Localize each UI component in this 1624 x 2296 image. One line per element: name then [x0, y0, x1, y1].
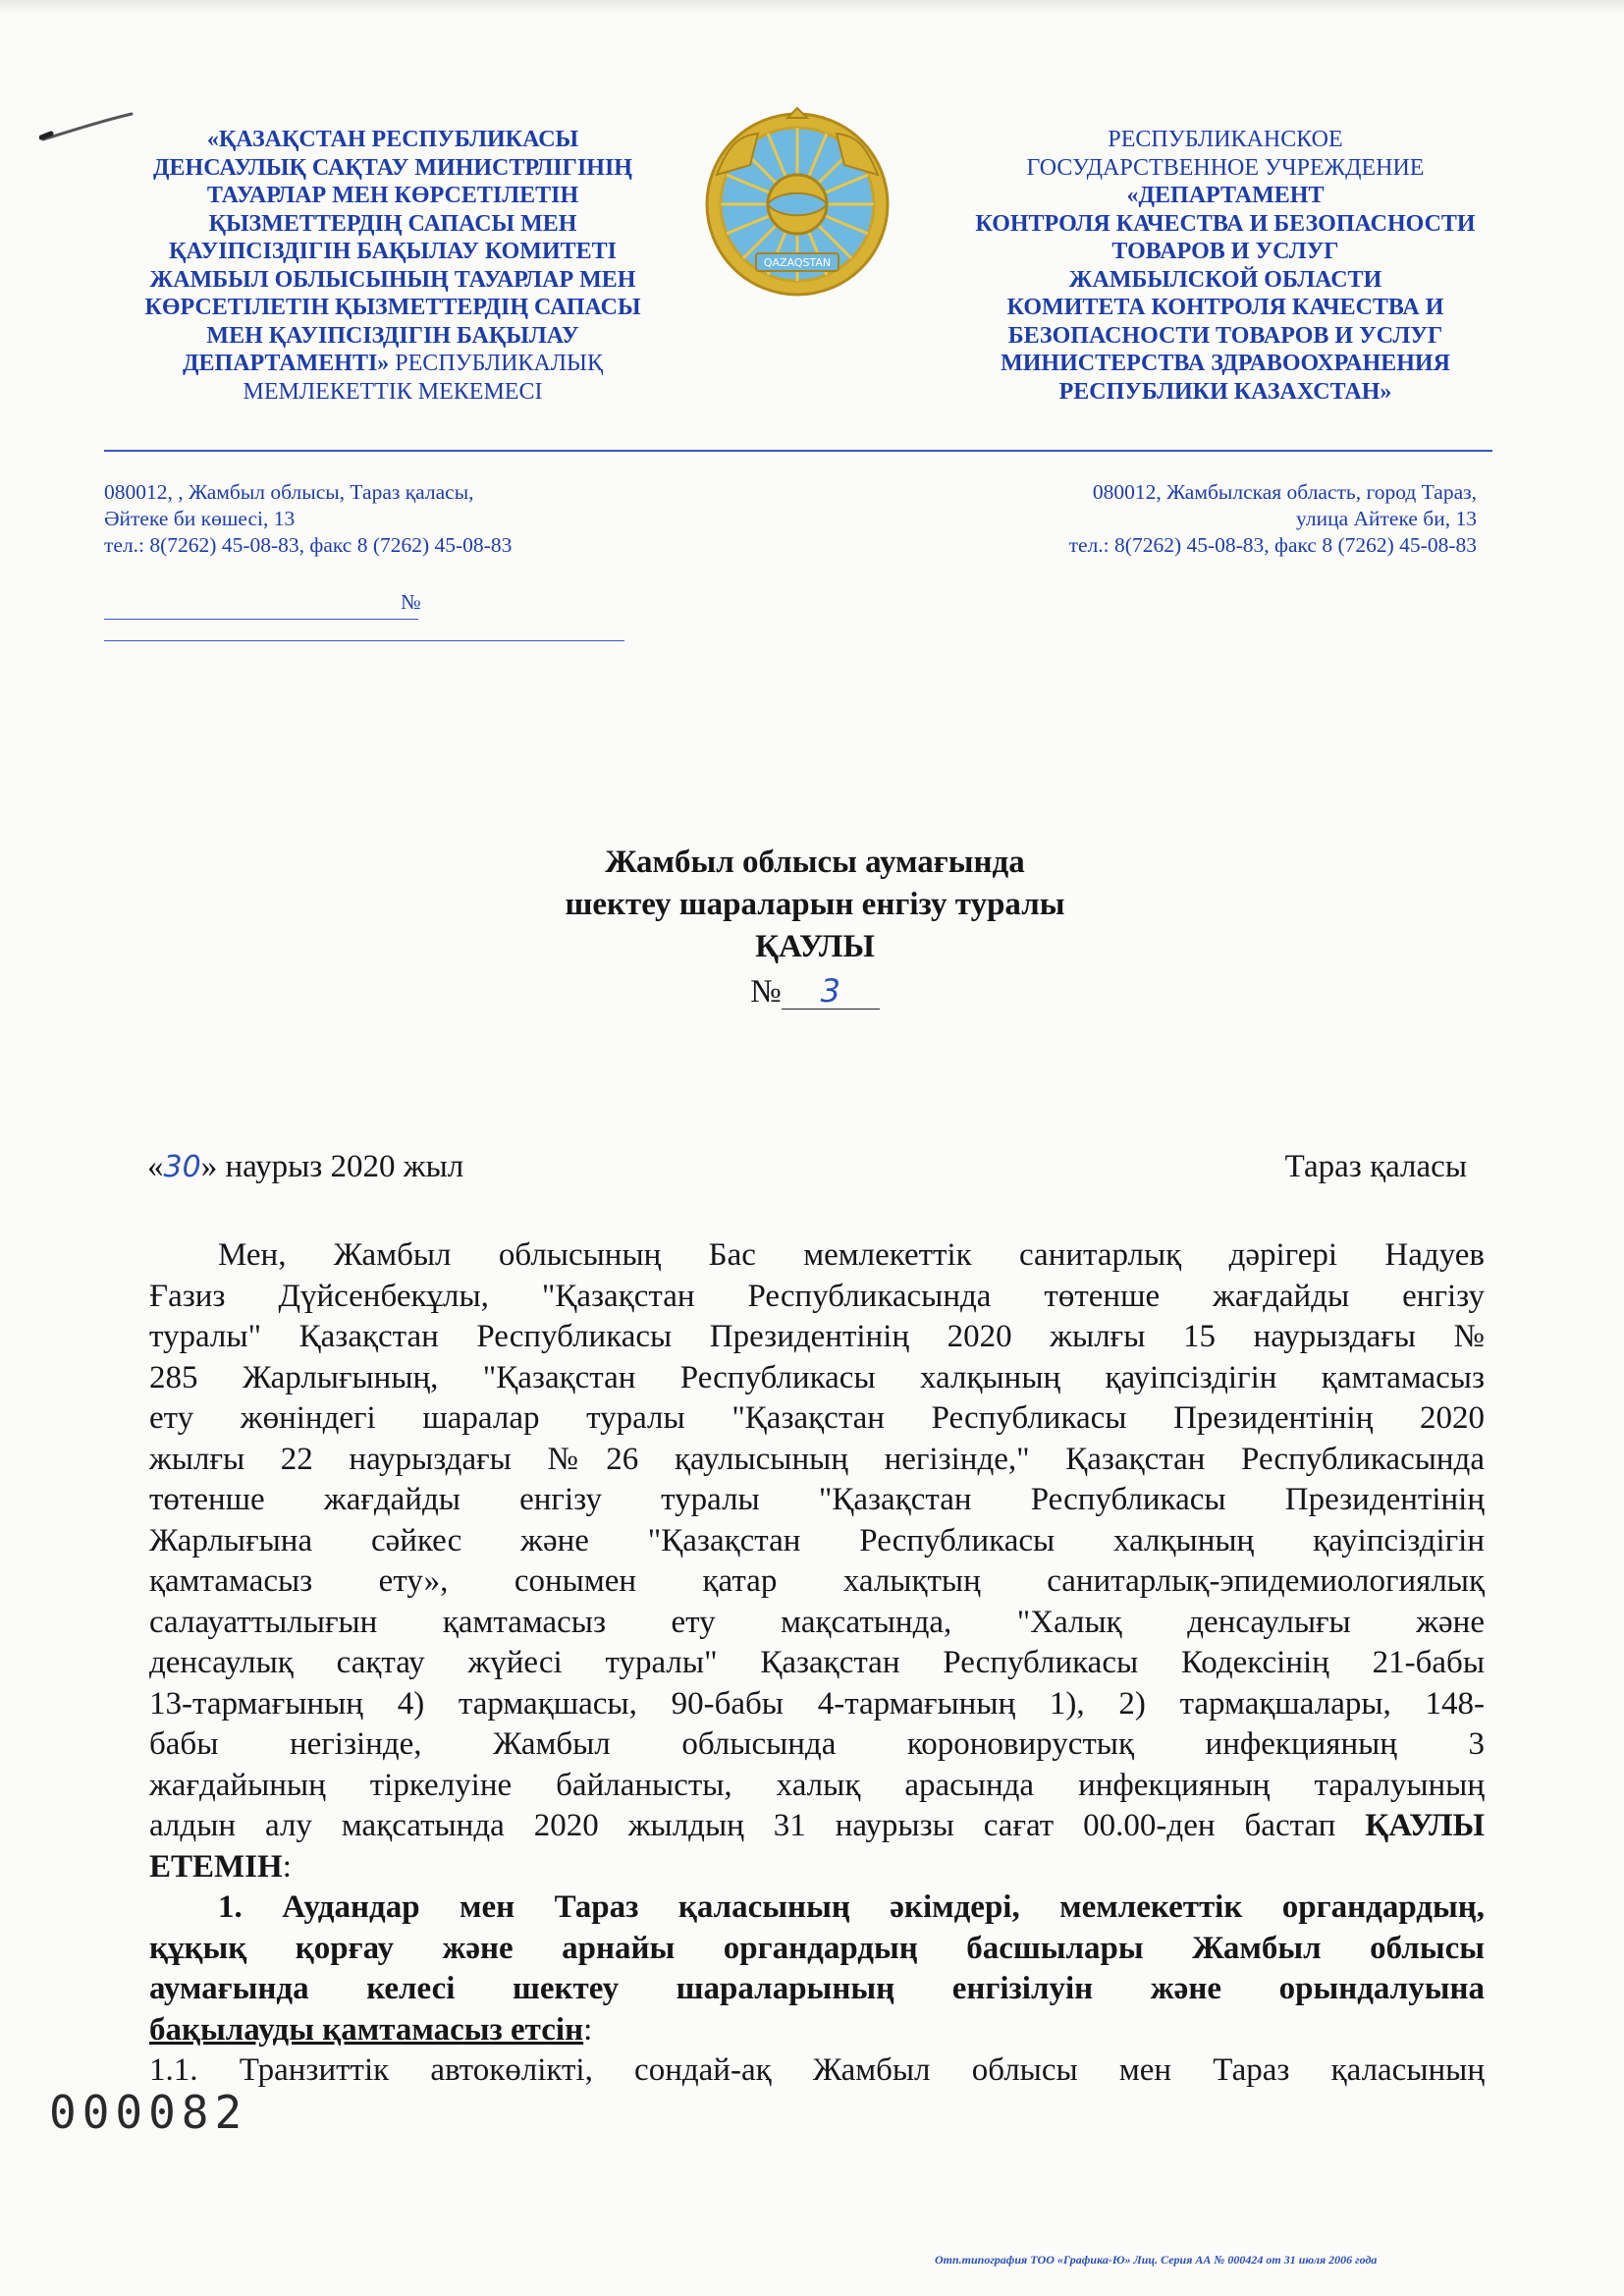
- body-line: 13-тармағының 4) тармақшасы, 90-бабы 4-тармағының 1), 2) тармақшалары, 148-: [149, 1685, 1485, 1722]
- kz-org-line: «ҚАЗАҚСТАН РЕСПУБЛИКАСЫ: [206, 127, 579, 152]
- header-divider: [104, 450, 1492, 452]
- body-line: Ғазиз Дүйсенбекұлы, "Қазақстан Республикасында төтенше жағдайды енгізу: [149, 1278, 1485, 1314]
- kz-organization-block: [118, 126, 668, 406]
- ru-address-line: улица Айтеке би, 13: [1296, 507, 1477, 530]
- ru-org-line: ГОСУДАРСТВЕННОЕ УЧРЕЖДЕНИЕ: [1026, 154, 1425, 181]
- printer-imprint: Отп.типография ТОО «Графика-Ю» Лиц. Серия АА № 000424 от 31 июля 2006 года: [935, 2253, 1378, 2267]
- decree-number: [373, 972, 1257, 1011]
- body-line: Мен, Жамбыл облысының Бас мемлекеттік санитарлық дәрігері Надуев: [218, 1237, 1485, 1273]
- ref-line: [104, 619, 418, 620]
- ru-org-line: ЖАМБЫЛСКОЙ ОБЛАСТИ: [1068, 266, 1382, 293]
- ru-address-line: 080012, Жамбылская область, город Тараз,: [1092, 480, 1477, 504]
- ref-number-label: №: [401, 590, 421, 614]
- decree-number-handwritten: 3: [782, 974, 880, 1010]
- date-line: «30» наурыз 2020 жыл: [147, 1149, 464, 1184]
- body-line: төтенше жағдайды енгізу туралы "Қазақстан Республикасы Президентінің: [149, 1482, 1485, 1517]
- ru-org-line: КОНТРОЛЯ КАЧЕСТВА И БЕЗОПАСНОСТИ: [975, 210, 1476, 237]
- body-line: салауаттылығын қамтамасыз ету мақсатында, "Халық денсаулығы және: [149, 1604, 1485, 1640]
- kz-address: [104, 479, 713, 559]
- number-symbol: №: [750, 974, 782, 1010]
- body-line: 285 Жарлығының, "Қазақстан Республикасы халқының қауіпсіздігін қамтамасыз: [149, 1359, 1485, 1395]
- kz-org-line: МЕМЛЕКЕТТІК МЕКЕМЕСІ: [243, 378, 543, 405]
- point-1-line: аумағында келесі шектеу шараларының енгізілуін және орындалуына: [149, 1971, 1485, 2006]
- body-line: туралы" Қазақстан Республикасы Президентінің 2020 жылғы 15 наурыздағы №: [149, 1319, 1485, 1354]
- emblem-text: QAZAQSTAN: [763, 256, 832, 269]
- ru-org-line: КОМИТЕТА КОНТРОЛЯ КАЧЕСТВА И: [1006, 295, 1444, 320]
- ru-org-line: МИНИСТЕРСТВА ЗДРАВООХРАНЕНИЯ: [1001, 351, 1450, 376]
- ru-address: [884, 479, 1477, 559]
- document-title-line: Жамбыл облысы аумағында: [605, 845, 1025, 880]
- body-line: денсаулық сақтау жүйесі туралы" Қазақстан Республикасы Кодексінің 21-бабы: [149, 1645, 1485, 1680]
- body-line: ету жөніндегі шаралар туралы "Қазақстан Республикасы Президентінің 2020: [149, 1400, 1485, 1436]
- kz-org-line: ҚЫЗМЕТТЕРДІҢ САПАСЫ МЕН: [208, 210, 577, 237]
- body-line: қамтамасыз ету», сонымен қатар халықтың санитарлық-эпидемиологиялық: [149, 1563, 1485, 1599]
- ru-org-line: БЕЗОПАСНОСТИ ТОВАРОВ И УСЛУГ: [1007, 322, 1443, 349]
- decree-body: [149, 1235, 1485, 2092]
- point-1-line: 1. Аудандар мен Тараз қаласының әкімдері, мемлекеттік органдардың,: [218, 1889, 1485, 1925]
- date-day-handwritten: 30: [163, 1150, 201, 1184]
- body-line: жағдайының тіркелуіне байланысты, халық арасында инфекцияның таралуының: [149, 1767, 1485, 1803]
- kz-org-line: МЕН ҚАУІПСІЗДІГІН БАҚЫЛАУ: [206, 322, 579, 349]
- kz-address-line: Әйтеке би көшесі, 13: [104, 507, 296, 530]
- ru-org-line: РЕСПУБЛИКИ КАЗАХСТАН»: [1058, 378, 1392, 405]
- point-1-1-line: 1.1. Транзиттік автокөлікті, сондай-ақ Жамбыл облысы мен Тараз қаласының: [149, 2052, 1485, 2088]
- serial-number: 000082: [49, 2086, 248, 2139]
- ru-address-line: тел.: 8(7262) 45-08-83, факс 8 (7262) 45-08-83: [1068, 533, 1477, 557]
- kz-org-line: КӨРСЕТІЛЕТІН ҚЫЗМЕТТЕРДІҢ САПАСЫ: [144, 295, 641, 320]
- body-line: жылғы 22 наурыздағы №26 қаулысының негізінде," Қазақстан Республикасында: [149, 1441, 1485, 1477]
- kz-org-line: ҚАУІПСІЗДІГІН БАҚЫЛАУ КОМИТЕТІ: [169, 239, 617, 264]
- ru-organization-block: [921, 126, 1530, 406]
- scan-edge: [0, 0, 1624, 14]
- ru-org-line: РЕСПУБЛИКАНСКОЕ: [1108, 127, 1343, 152]
- body-line: ЕТЕМІН:: [149, 1848, 292, 1885]
- document-title: ҚАУЛЫ: [755, 929, 875, 964]
- kz-address-line: тел.: 8(7262) 45-08-83, факс 8 (7262) 45-08-83: [104, 533, 513, 557]
- kz-org-line: ЖАМБЫЛ ОБЛЫСЫНЫҢ ТАУАРЛАР МЕН: [149, 266, 636, 293]
- ru-org-line: «ДЕПАРТАМЕНТ: [1126, 183, 1325, 208]
- kz-address-line: 080012, , Жамбыл облысы, Тараз қаласы,: [104, 480, 474, 504]
- point-1-line: құқық қорғау және арнайы органдардың басшылары Жамбыл облысы: [149, 1930, 1485, 1966]
- body-line: Жарлығына сәйкес және "Қазақстан Республикасы халқының қауіпсіздігін: [149, 1522, 1485, 1558]
- kz-org-line: ДЕПАРТАМЕНТІ» РЕСПУБЛИКАЛЫҚ: [183, 351, 603, 376]
- point-1-line: бақылауды қамтамасыз етсін:: [149, 2011, 593, 2048]
- body-line: бабы негізінде, Жамбыл облысында короновирустық инфекцияның 3: [149, 1726, 1485, 1762]
- state-emblem-icon: [699, 106, 895, 302]
- city-label: Тараз қаласы: [1284, 1149, 1467, 1184]
- kz-org-line: ТАУАРЛАР МЕН КӨРСЕТІЛЕТІН: [206, 183, 579, 208]
- ref-line: [104, 640, 624, 641]
- document-title-line: шектеу шараларын енгізу туралы: [565, 887, 1065, 922]
- body-line: алдын алу мақсатында 2020 жылдың 31 наурызы сағат 00.00-ден бастап ҚАУЛЫ: [149, 1808, 1485, 1843]
- kz-org-line: ДЕНСАУЛЫҚ САҚТАУ МИНИСТРЛІГІНІҢ: [153, 154, 632, 181]
- ru-org-line: ТОВАРОВ И УСЛУГ: [1111, 239, 1339, 264]
